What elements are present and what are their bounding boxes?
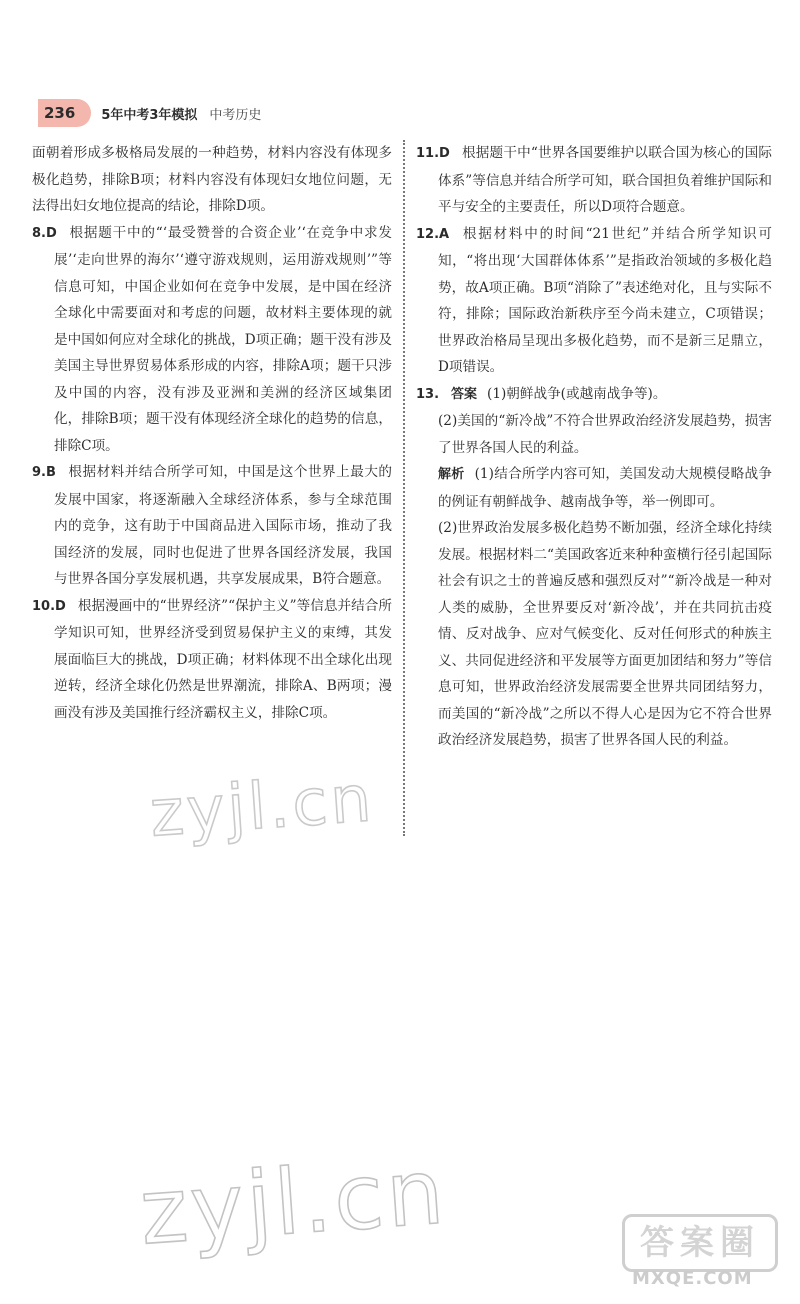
- continued-paragraph: 面朝着形成多极格局发展的一种趋势，材料内容没有体现多极化趋势，排除B项；材料内容没有体现妇女地位问题，无法得出妇女地位提高的结论，排除D项。: [32, 145, 392, 214]
- question-number: 8.D: [32, 225, 57, 241]
- column-divider: [403, 140, 405, 836]
- answer-text: 根据漫画中的“世界经济”“保护主义”等信息并结合所学知识可知，世界经济受到贸易保护主义的束缚，其发展面临巨大的挑战，D项正确；材料体现不出全球化出现逆转，经济全球化仍然是世界潮流，排除A、B两项；漫画没有涉及美国推行经济霸权主义，排除C项。: [54, 597, 392, 721]
- analysis-part-1: [416, 461, 772, 515]
- analysis-part-2: (2)世界政治发展多极化趋势不断加强，经济全球化持续发展。根据材料二“美国政客近来种种蛮横行径引起国际社会有识之士的普遍反感和强烈反对”“新冷战是一种对人类的威胁，全世界要反对‘新冷战’，并在共同抗击疫情、反对战争、应对气候变化、反对任何形式的种族主义、共同促进经济和平发展等方面更加团结和努力”等信息可知，世界政治经济发展需要全世界共同团结努力，而美国的“新冷战”之所以不得人心是因为它不符合世界政治经济发展趋势，损害了世界各国人民的利益。: [438, 520, 772, 748]
- question-number: 9.B: [32, 465, 56, 480]
- page-header: [38, 98, 261, 128]
- answer-item-13: [416, 381, 772, 409]
- question-number: 10.D: [32, 598, 66, 614]
- answer-item-10: [32, 593, 392, 727]
- answer-item-12: [416, 221, 772, 381]
- watermark-logo: 答案圈: [622, 1214, 778, 1272]
- answer-item-9: [32, 459, 392, 593]
- watermark-middle: zyjl.cn: [147, 762, 377, 852]
- subject-title: 中考历史: [209, 107, 262, 123]
- answer-item-8: [32, 220, 392, 460]
- analysis-label: 解析: [438, 467, 465, 482]
- book-series-title: 5年中考3年模拟: [101, 107, 198, 123]
- question-number: 11.D: [416, 146, 450, 161]
- left-column: [32, 140, 392, 726]
- answer-part-1: (1)朝鲜战争(或越南战争等)。: [487, 385, 667, 402]
- question-number: 13.: [416, 386, 440, 402]
- answer-text: 根据题干中“世界各国要维护以联合国为核心的国际体系”等信息并结合所学可知，联合国担负着维护国际和平与安全的主要责任，所以D项符合题意。: [438, 145, 772, 215]
- answer-part-2: (2)美国的“新冷战”不符合世界政治经济发展趋势，损害了世界各国人民的利益。: [438, 413, 772, 456]
- question-number: 12.A: [416, 226, 450, 242]
- right-column: [416, 140, 772, 754]
- answer-text: 根据材料并结合所学可知，中国是这个世界上最大的发展中国家，将逐渐融入全球经济体系，参与全球范围内的竞争，这有助于中国商品进入国际市场，推动了我国经济的发展，同时也促进了世界各国经济发展，我国与世界各国分享发展机遇，共享发展成果，B符合题意。: [54, 464, 392, 587]
- answer-item-11: [416, 140, 772, 221]
- answer-label: 答案: [451, 386, 478, 402]
- analysis-text-1: (1)结合所学内容可知，美国发动大规模侵略战争的例证有朝鲜战争、越南战争等，举一例即可。: [438, 466, 772, 510]
- answer-text: 根据题干中的“‘最受赞誉的合资企业’‘在竞争中求发展’‘走向世界的海尔’‘遵守游戏规则，运用游戏规则’”等信息可知，中国企业如何在竞争中发展，是中国在经济全球化中需要面对和考虑的问题，故材料主要体现的就是中国如何应对全球化的挑战，D项正确；题干没有涉及美国主导世界贸易体系形成的内容，排除A项；题干只涉及中国的内容，没有涉及亚洲和美洲的经济区域集团化，排除B项；题干没有体现经济全球化的趋势的信息，排除C项。: [54, 224, 392, 454]
- watermark-logo-url: MXQE.COM: [632, 1268, 753, 1289]
- watermark-bottom: zyjl.cn: [136, 1139, 450, 1266]
- page-number: 236: [38, 99, 91, 127]
- answer-text: 根据材料中的时间“21世纪”并结合所学知识可知，“将出现‘大国群体体系’”是指政治领域的多极化趋势，故A项正确。B项“消除了”表述绝对化，且与实际不符，排除；国际政治新秩序至今尚未建立，C项错误；世界政治格局呈现出多极化趋势，而不是新三足鼎立，D项错误。: [438, 225, 772, 375]
